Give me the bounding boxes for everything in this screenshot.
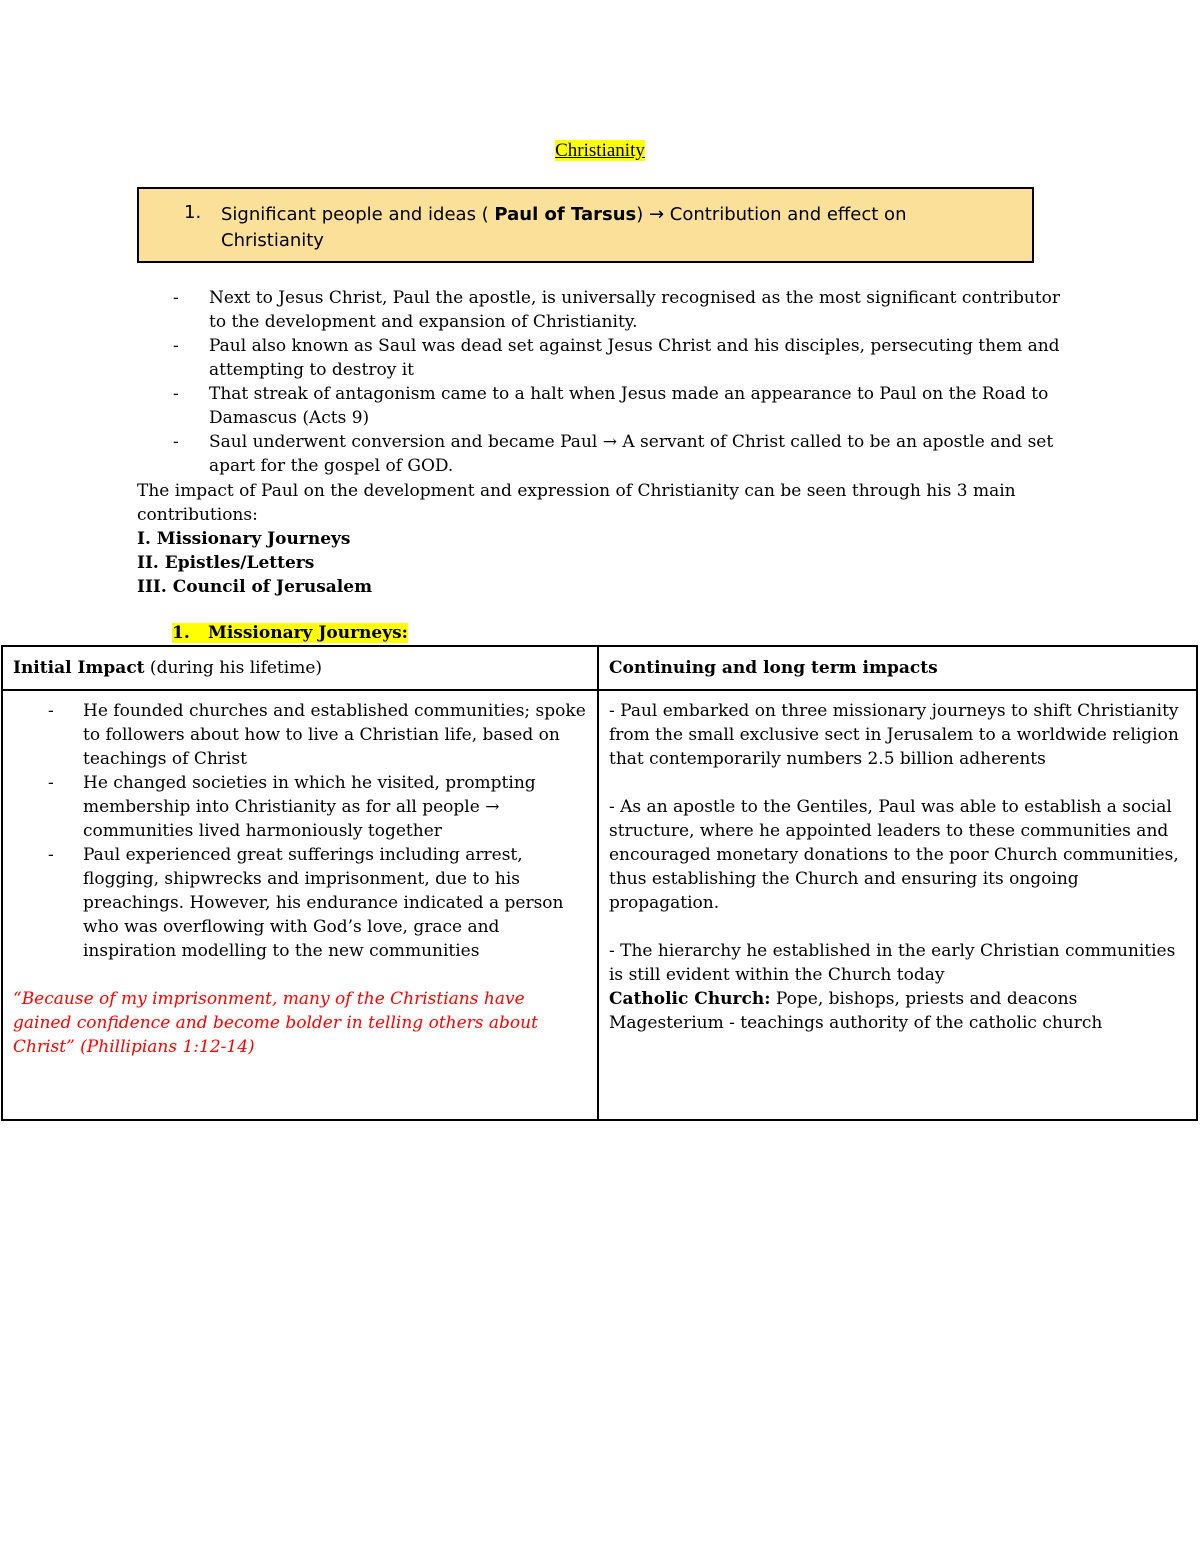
document-title-text: Christianity	[555, 140, 645, 161]
section-label: Missionary Journeys:	[208, 623, 408, 643]
list-item	[13, 843, 587, 963]
col1-header-rest: (during his lifetime)	[144, 658, 323, 678]
list-item	[137, 334, 1077, 382]
impact-table	[1, 645, 1198, 1121]
contribution-item: II. Epistles/Letters	[137, 553, 315, 573]
list-item	[137, 382, 1077, 430]
table-header-row	[2, 646, 1197, 690]
col2-header: Continuing and long term impacts	[609, 658, 938, 678]
heading-number: 1.	[184, 202, 202, 223]
list-item-text: Paul also known as Saul was dead set against Jesus Christ and his disciples, persecuting them and attempting to destroy it	[209, 336, 1060, 380]
catholic-church-line	[609, 987, 1186, 1011]
heading-text	[221, 202, 1001, 254]
list-item-text: Paul experienced great sufferings including arrest, flogging, shipwrecks and imprisonment, due to his preachings. However, his endurance indicated a person who was overflowing with God’s love, grace and inspiration modelling to the new communities	[83, 845, 564, 961]
list-item-text: That streak of antagonism came to a halt when Jesus made an appearance to Paul on the Road to Damascus (Acts 9)	[209, 384, 1049, 428]
table-cell-initial-impact	[2, 690, 598, 1120]
list-item-text: Saul underwent conversion and became Paul → A servant of Christ called to be an apostle and set apart for the gospel of GOD.	[209, 432, 1054, 476]
heading-text-bold: Paul of Tarsus	[494, 204, 637, 225]
list-item	[137, 430, 1077, 478]
section-number: 1.	[172, 623, 190, 643]
intro-bullet-list	[137, 286, 1077, 478]
scripture-quote: “Because of my imprisonment, many of the Christians have gained confidence and become bolder in telling others about Christ” (Phillipians 1:12-14)	[13, 989, 538, 1057]
initial-impact-list	[13, 699, 587, 963]
section-heading-highlight	[172, 623, 408, 643]
bullet-dash: -	[48, 773, 54, 793]
table-row	[2, 690, 1197, 1120]
bullet-dash: -	[173, 432, 179, 452]
magisterium-line: Magesterium - teachings authority of the catholic church	[609, 1013, 1103, 1033]
document-title	[0, 140, 1200, 162]
table-header-cell	[2, 646, 598, 690]
bullet-dash: -	[173, 336, 179, 356]
long-term-paragraph: - As an apostle to the Gentiles, Paul was able to establish a social structure, where he appointed leaders to these communities and encouraged monetary donations to the poor Church communities, thus establishing the Church and ensuring its ongoing propagation.	[609, 797, 1179, 913]
list-item	[13, 699, 587, 771]
bullet-dash: -	[48, 845, 54, 865]
impact-paragraph: The impact of Paul on the development and expression of Christianity can be seen through his 3 main contributions:	[137, 481, 1016, 525]
heading-text-after: ) → Contribution and effect on Christianity	[221, 204, 907, 251]
catholic-church-label: Catholic Church:	[609, 989, 771, 1009]
list-item-text: He founded churches and established communities; spoke to followers about how to live a Christian life, based on teachings of Christ	[83, 701, 586, 769]
bullet-dash: -	[173, 384, 179, 404]
contributions-list	[137, 527, 372, 599]
heading-text-before: Significant people and ideas (	[221, 204, 495, 225]
heading-box	[137, 187, 1034, 263]
col1-header-bold: Initial Impact	[13, 658, 145, 678]
list-item	[137, 286, 1077, 334]
bullet-dash: -	[48, 701, 54, 721]
list-item-text: Next to Jesus Christ, Paul the apostle, is universally recognised as the most significant contributor to the development and expansion of Christianity.	[209, 288, 1061, 332]
long-term-paragraph: - The hierarchy he established in the early Christian communities is still evident within the Church today	[609, 941, 1176, 985]
contribution-item: III. Council of Jerusalem	[137, 577, 373, 597]
section-heading	[172, 621, 408, 645]
list-item-text: He changed societies in which he visited, prompting membership into Christianity as for all people → communities lived harmoniously together	[83, 773, 536, 841]
long-term-paragraph: - Paul embarked on three missionary journeys to shift Christianity from the small exclusive sect in Jerusalem to a worldwide religion that contemporarily numbers 2.5 billion adherents	[609, 701, 1179, 769]
bullet-dash: -	[173, 288, 179, 308]
catholic-church-text: Pope, bishops, priests and deacons	[770, 989, 1078, 1009]
contribution-item: I. Missionary Journeys	[137, 529, 351, 549]
list-item	[13, 771, 587, 843]
table-cell-long-term-impact	[598, 690, 1197, 1120]
table-header-cell	[598, 646, 1197, 690]
